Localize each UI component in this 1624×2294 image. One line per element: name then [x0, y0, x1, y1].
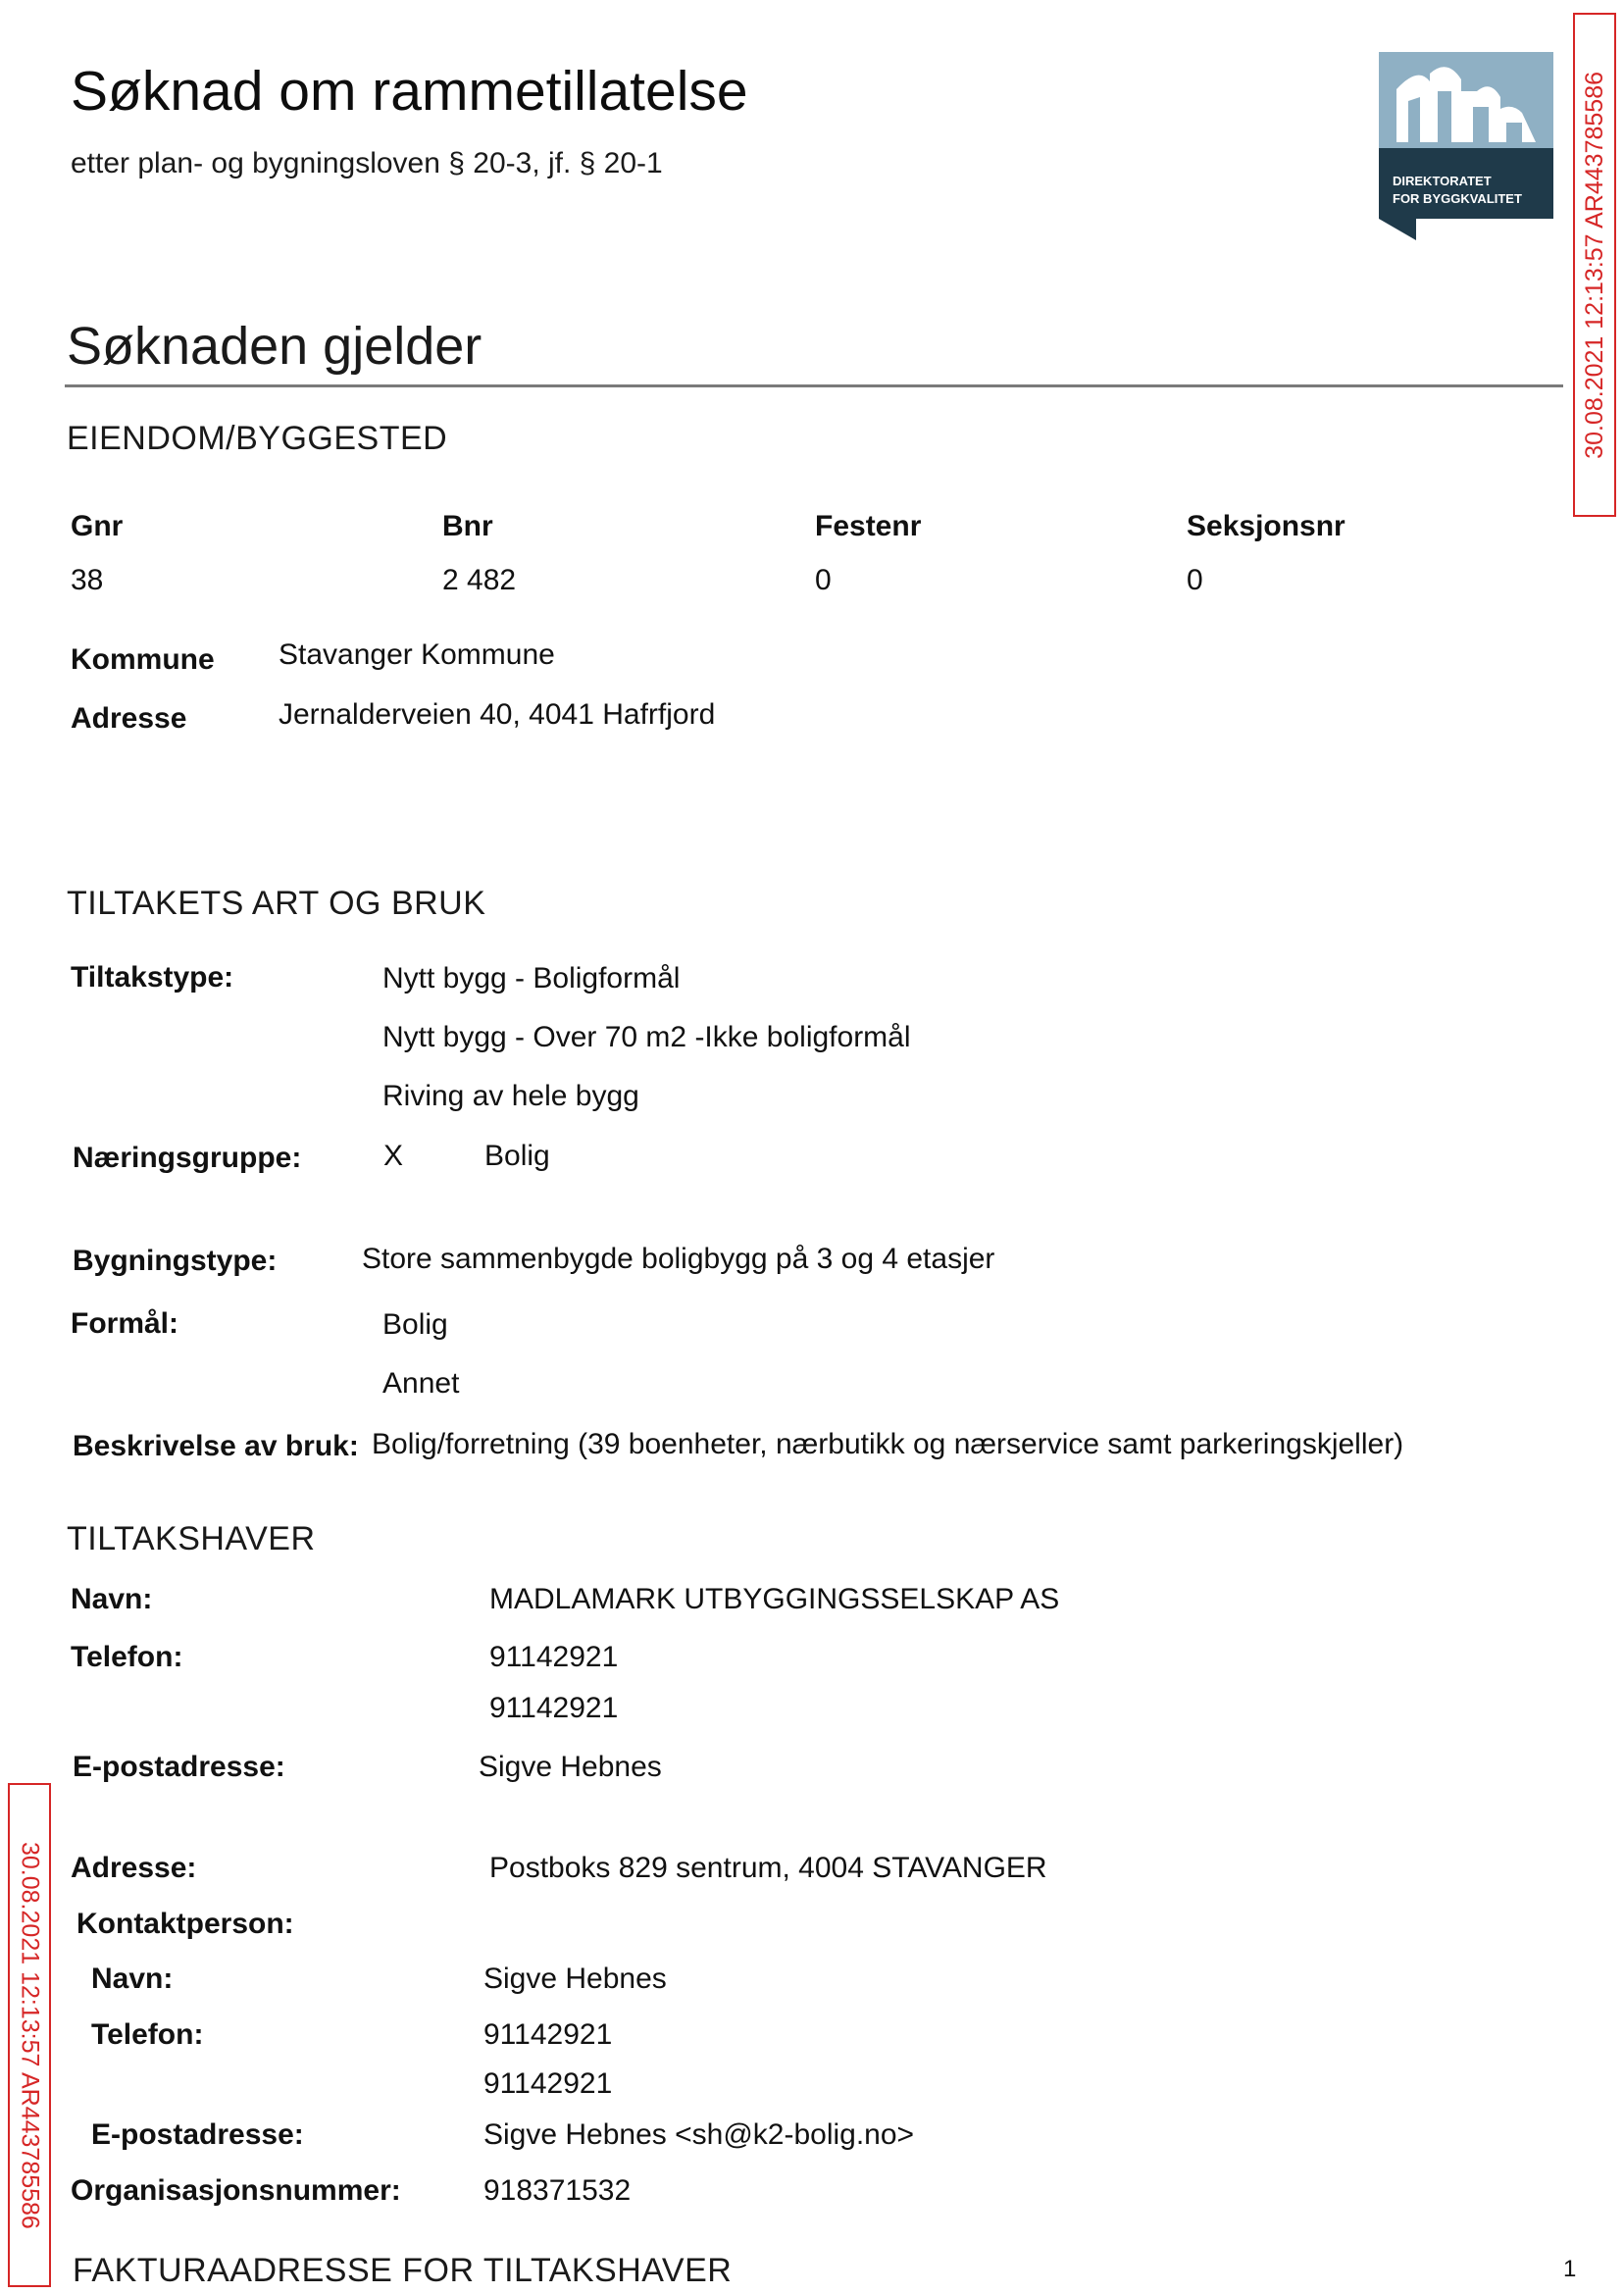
bygningstype-value: Store sammenbygde boligbygg på 3 og 4 etasjer — [362, 1243, 995, 1275]
naeringsgruppe-label: Næringsgruppe: — [73, 1142, 302, 1174]
tiltakstype-item: Riving av hele bygg — [382, 1080, 639, 1112]
kommune-label: Kommune — [71, 643, 215, 676]
kontaktperson-label: Kontaktperson: — [76, 1908, 294, 1940]
kontakt-navn-label: Navn: — [91, 1963, 174, 1995]
tiltakstype-label: Tiltakstype: — [71, 961, 234, 994]
orgnr-label: Organisasjonsnummer: — [71, 2174, 401, 2207]
formal-item: Annet — [382, 1367, 460, 1400]
bnr-label: Bnr — [442, 510, 493, 542]
kontakt-epost-value: Sigve Hebnes <sh@k2-bolig.no> — [483, 2118, 915, 2151]
festenr-value: 0 — [815, 564, 832, 596]
telefon-value: 91142921 — [489, 1641, 619, 1673]
adresse-value: Jernalderveien 40, 4041 Hafrfjord — [279, 698, 716, 731]
kontakt-telefon-value: 91142921 — [483, 2018, 613, 2051]
subsection-heading-faktura: FAKTURAADRESSE FOR TILTAKSHAVER — [73, 2252, 733, 2289]
epost-value: Sigve Hebnes — [479, 1751, 662, 1783]
building-logo-icon — [1379, 52, 1553, 240]
logo-text-line1: DIREKTORATET — [1393, 174, 1492, 188]
document-title: Søknad om rammetillatelse — [71, 60, 748, 123]
telefon-label: Telefon: — [71, 1641, 183, 1673]
kontakt-telefon-value: 91142921 — [483, 2067, 613, 2100]
heading-divider — [65, 384, 1563, 387]
adresse-label: Adresse — [71, 702, 187, 735]
seksjonsnr-value: 0 — [1187, 564, 1203, 596]
page-number: 1 — [1563, 2256, 1577, 2282]
gnr-value: 38 — [71, 564, 104, 596]
kontakt-telefon-label: Telefon: — [91, 2018, 204, 2051]
logo-text-line2: FOR BYGGKVALITET — [1393, 191, 1522, 206]
subsection-heading-tiltak: TILTAKETS ART OG BRUK — [67, 885, 486, 922]
receipt-stamp-bottom: 30.08.2021 12:13:57 AR443785586 — [8, 1783, 51, 2287]
navn-value: MADLAMARK UTBYGGINGSSELSKAP AS — [489, 1583, 1060, 1615]
beskrivelse-value: Bolig/forretning (39 boenheter, nærbutikk og nærservice samt parkeringskjeller) — [372, 1428, 1404, 1460]
seksjonsnr-label: Seksjonsnr — [1187, 510, 1345, 542]
document-subtitle: etter plan- og bygningsloven § 20-3, jf. § 20-1 — [71, 147, 663, 179]
festenr-label: Festenr — [815, 510, 922, 542]
receipt-stamp-top: 30.08.2021 12:13:57 AR443785586 — [1573, 13, 1616, 517]
bygningstype-label: Bygningstype: — [73, 1245, 278, 1277]
kontakt-navn-value: Sigve Hebnes — [483, 1963, 667, 1995]
section-heading-soknaden-gjelder: Søknaden gjelder — [67, 317, 482, 376]
naeringsgruppe-value: Bolig — [484, 1140, 550, 1172]
epost-label: E-postadresse: — [73, 1751, 285, 1783]
subsection-heading-eiendom: EIENDOM/BYGGESTED — [67, 420, 448, 457]
bnr-value: 2 482 — [442, 564, 517, 596]
orgnr-value: 918371532 — [483, 2174, 632, 2207]
subsection-heading-tiltakshaver: TILTAKSHAVER — [67, 1520, 316, 1557]
adresse-value-tiltakshaver: Postboks 829 sentrum, 4004 STAVANGER — [489, 1852, 1047, 1884]
adresse-label-tiltakshaver: Adresse: — [71, 1852, 197, 1884]
formal-label: Formål: — [71, 1307, 179, 1340]
naeringsgruppe-code: X — [383, 1140, 404, 1172]
telefon-value: 91142921 — [489, 1692, 619, 1724]
tiltakstype-item: Nytt bygg - Boligformål — [382, 962, 681, 994]
kommune-value: Stavanger Kommune — [279, 638, 555, 671]
dibk-logo — [1379, 52, 1553, 240]
navn-label: Navn: — [71, 1583, 153, 1615]
beskrivelse-label: Beskrivelse av bruk: — [73, 1430, 359, 1462]
kontakt-epost-label: E-postadresse: — [91, 2118, 304, 2151]
tiltakstype-item: Nytt bygg - Over 70 m2 -Ikke boligformål — [382, 1021, 911, 1053]
formal-item: Bolig — [382, 1308, 448, 1341]
gnr-label: Gnr — [71, 510, 124, 542]
